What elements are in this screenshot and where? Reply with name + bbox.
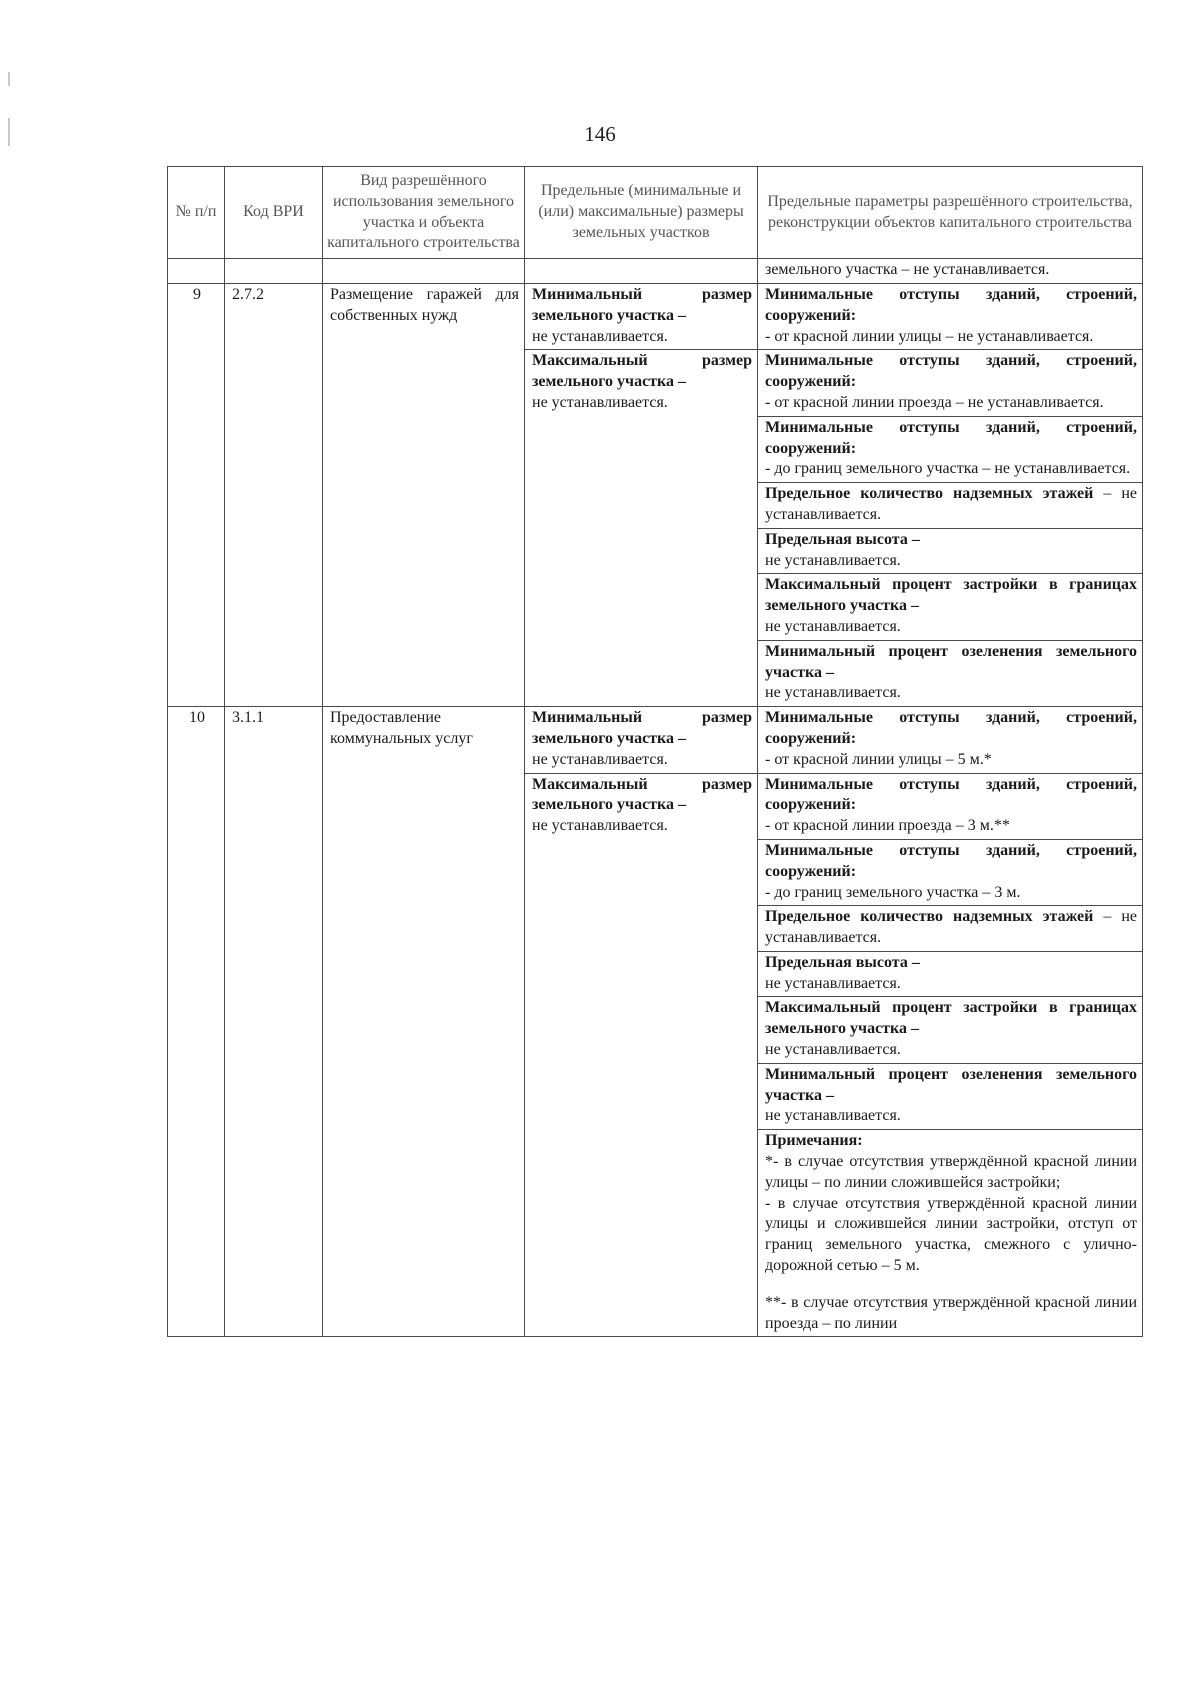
param-text: - до границ земельного участка – 3 м. <box>765 883 1021 901</box>
param-title: Минимальные отступы зданий, строений, сооружений: <box>765 418 1137 457</box>
param-text: - от красной линии улицы – не устанавливается. <box>765 327 1094 345</box>
param-title: Предельная высота – <box>765 953 920 971</box>
row-use-type: Размещение гаражей для собственных нужд <box>323 283 525 706</box>
continuation-text: земельного участка – не устанавливается. <box>758 259 1143 284</box>
param-cell <box>758 483 1143 529</box>
row-number: 10 <box>168 707 225 1337</box>
param-cell <box>758 416 1143 482</box>
note-text: - в случае отсутствия утверждённой красной линии улицы и сложившейся линии застройки, отступ от границ земельного участка, смежного с улично-дорожной сетью – 5 м. <box>765 1194 1137 1275</box>
page-number: 146 <box>584 122 616 146</box>
param-title: Предельная высота – <box>765 530 920 548</box>
plot-min-title: Минимальный размер земельного участка – <box>532 709 752 747</box>
param-text: не устанавливается. <box>765 551 901 569</box>
param-text: - от красной линии проезда – не устанавливается. <box>765 393 1104 411</box>
table-row-9 <box>168 283 1143 349</box>
header-params: Предельные параметры разрешённого строительства, реконструкции объектов капитального строительства <box>758 167 1143 259</box>
param-title: Минимальные отступы зданий, строений, сооружений: <box>765 352 1137 391</box>
table-header-row <box>168 167 1143 259</box>
plot-max-title: Максимальный размер земельного участка – <box>532 775 752 814</box>
param-cell <box>758 951 1143 997</box>
notes-title: Примечания: <box>765 1132 863 1150</box>
scan-edge-mark <box>8 72 10 86</box>
param-text: не устанавливается. <box>765 974 901 992</box>
param-text: не устанавливается. <box>765 684 901 702</box>
param-title: Предельное количество надземных этажей <box>765 908 1094 926</box>
note-spacer <box>765 1277 1137 1293</box>
cell-empty <box>525 259 758 284</box>
param-cell <box>758 350 1143 416</box>
param-cell <box>758 283 1143 349</box>
param-cell <box>758 839 1143 905</box>
plot-min-value: не устанавливается. <box>532 750 668 768</box>
row-number: 9 <box>168 283 225 706</box>
param-title: Минимальные отступы зданий, строений, сооружений: <box>765 841 1137 880</box>
plot-max-size <box>525 350 758 707</box>
plot-min-value: не устанавливается. <box>532 327 668 345</box>
cell-empty <box>323 259 525 284</box>
table-row-10 <box>168 707 1143 773</box>
param-text: не устанавливается. <box>765 1041 901 1059</box>
plot-max-title: Максимальный размер земельного участка – <box>532 352 752 391</box>
cell-empty <box>225 259 323 284</box>
param-text: - от красной линии проезда – 3 м.** <box>765 817 1010 835</box>
param-text: - от красной линии улицы – 5 м.* <box>765 750 992 768</box>
param-title: Минимальный процент озеленения земельного участка – <box>765 642 1137 681</box>
notes-cell <box>758 1130 1143 1337</box>
header-plot-size: Предельные (минимальные и (или) максимальные) размеры земельных участков <box>525 167 758 259</box>
header-code: Код ВРИ <box>225 167 323 259</box>
param-title: Максимальный процент застройки в границах земельного участка – <box>765 999 1137 1038</box>
param-cell <box>758 773 1143 839</box>
regulations-table <box>167 166 1143 1337</box>
param-cell <box>758 574 1143 640</box>
param-text: – не устанавливается. <box>765 485 1137 523</box>
param-title: Минимальные отступы зданий, строений, сооружений: <box>765 775 1137 814</box>
note-text: **- в случае отсутствия утверждённой красной линии проезда – по линии <box>765 1293 1137 1332</box>
param-title: Предельное количество надземных этажей <box>765 485 1094 503</box>
row-use-type: Предоставление коммунальных услуг <box>323 707 525 1337</box>
header-use: Вид разрешённого использования земельного участка и объекта капитального строительства <box>323 167 525 259</box>
cell-empty <box>168 259 225 284</box>
param-cell <box>758 1063 1143 1129</box>
param-title: Минимальные отступы зданий, строений, сооружений: <box>765 285 1137 324</box>
note-text: *- в случае отсутствия утверждённой красной линии улицы – по линии сложившейся застройки; <box>765 1153 1137 1191</box>
param-title: Минимальные отступы зданий, строений, сооружений: <box>765 709 1137 747</box>
row-code: 2.7.2 <box>225 283 323 706</box>
param-cell <box>758 997 1143 1063</box>
param-text: не устанавливается. <box>765 1107 901 1125</box>
param-cell <box>758 640 1143 706</box>
param-cell <box>758 707 1143 773</box>
param-cell <box>758 528 1143 574</box>
param-text: – не устанавливается. <box>765 908 1137 947</box>
plot-max-value: не устанавливается. <box>532 817 668 835</box>
param-text: не устанавливается. <box>765 617 901 635</box>
param-cell <box>758 906 1143 952</box>
plot-min-size <box>525 283 758 349</box>
header-num: № п/п <box>168 167 225 259</box>
plot-max-size <box>525 773 758 1337</box>
plot-min-title: Минимальный размер земельного участка – <box>532 285 752 324</box>
table-row-continuation <box>168 259 1143 284</box>
plot-max-value: не устанавливается. <box>532 393 668 411</box>
plot-min-size <box>525 707 758 773</box>
param-text: - до границ земельного участка – не устанавливается. <box>765 460 1131 478</box>
param-title: Минимальный процент озеленения земельного участка – <box>765 1065 1137 1104</box>
row-code: 3.1.1 <box>225 707 323 1337</box>
param-title: Максимальный процент застройки в границах земельного участка – <box>765 576 1137 615</box>
